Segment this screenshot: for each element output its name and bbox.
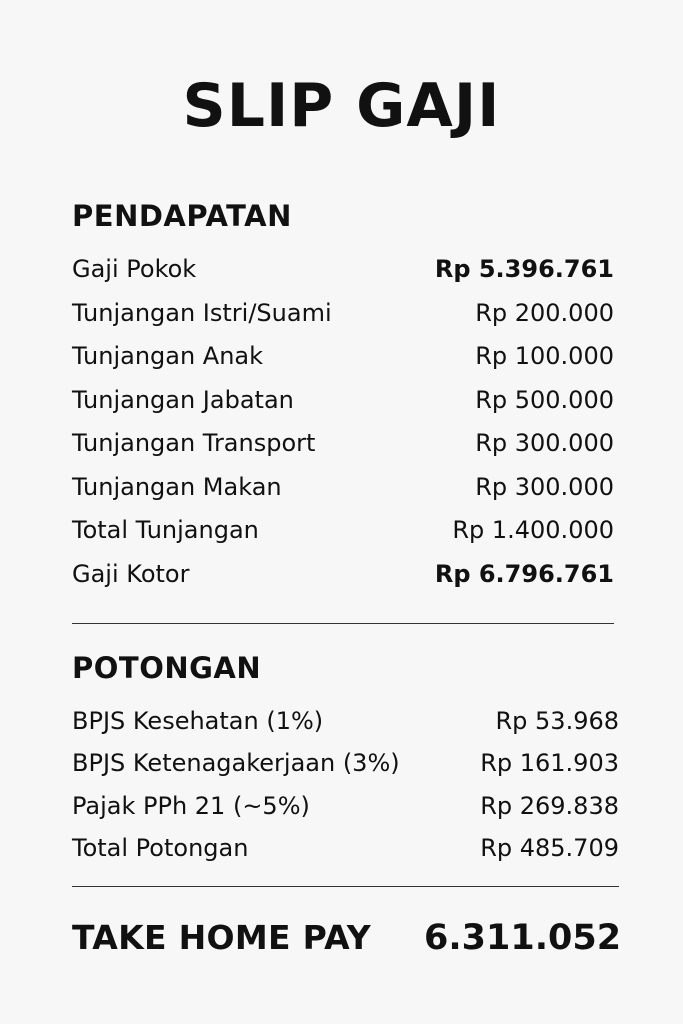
row-value: Rp 300.000: [475, 429, 614, 458]
row-value: Rp 500.000: [475, 385, 614, 414]
row-value: Rp 6.796.761: [434, 559, 614, 588]
section-title-pendapatan: PENDAPATAN: [72, 199, 292, 233]
row-gaji-kotor: [72, 553, 614, 597]
take-home-pay-value: 6.311.052: [424, 918, 622, 958]
row-label: Tunjangan Istri/Suami: [72, 298, 332, 327]
row-label: BPJS Kesehatan (1%): [72, 706, 324, 735]
row-bpjs-kesehatan: [72, 700, 619, 743]
row-label: Tunjangan Transport: [72, 429, 316, 458]
row-bpjs-ketenagakerjaan: [72, 743, 619, 786]
row-tunjangan-jabatan: [72, 379, 614, 423]
row-value: Rp 485.709: [480, 834, 619, 863]
divider: [72, 623, 614, 624]
row-value: Rp 1.400.000: [452, 516, 614, 545]
row-value: Rp 300.000: [475, 472, 614, 501]
row-value: Rp 5.396.761: [434, 255, 614, 284]
take-home-pay-label: TAKE HOME PAY: [72, 918, 371, 957]
row-label: Total Potongan: [72, 834, 249, 863]
row-value: Rp 100.000: [475, 342, 614, 371]
row-value: Rp 53.968: [495, 706, 619, 735]
row-label: Pajak PPh 21 (~5%): [72, 791, 310, 820]
row-tunjangan-transport: [72, 422, 614, 466]
row-total-potongan: [72, 828, 619, 871]
page-title: SLIP GAJI: [182, 71, 501, 141]
row-label: Gaji Pokok: [72, 255, 197, 284]
pendapatan-list: [72, 248, 614, 596]
row-total-tunjangan: [72, 509, 614, 553]
row-value: Rp 200.000: [475, 298, 614, 327]
potongan-list: [72, 700, 619, 870]
row-value: Rp 269.838: [480, 791, 619, 820]
row-label: Gaji Kotor: [72, 559, 190, 588]
row-label: Tunjangan Makan: [72, 472, 282, 501]
row-label: Tunjangan Anak: [72, 342, 264, 371]
row-tunjangan-istri-suami: [72, 292, 614, 336]
row-pajak-pph21: [72, 785, 619, 828]
row-tunjangan-anak: [72, 335, 614, 379]
row-tunjangan-makan: [72, 466, 614, 510]
divider: [72, 886, 619, 887]
row-label: Tunjangan Jabatan: [72, 385, 294, 414]
section-title-potongan: POTONGAN: [72, 651, 262, 685]
row-value: Rp 161.903: [480, 749, 619, 778]
row-label: Total Tunjangan: [72, 516, 259, 545]
row-gaji-pokok: [72, 248, 614, 292]
row-label: BPJS Ketenagakerjaan (3%): [72, 749, 400, 778]
